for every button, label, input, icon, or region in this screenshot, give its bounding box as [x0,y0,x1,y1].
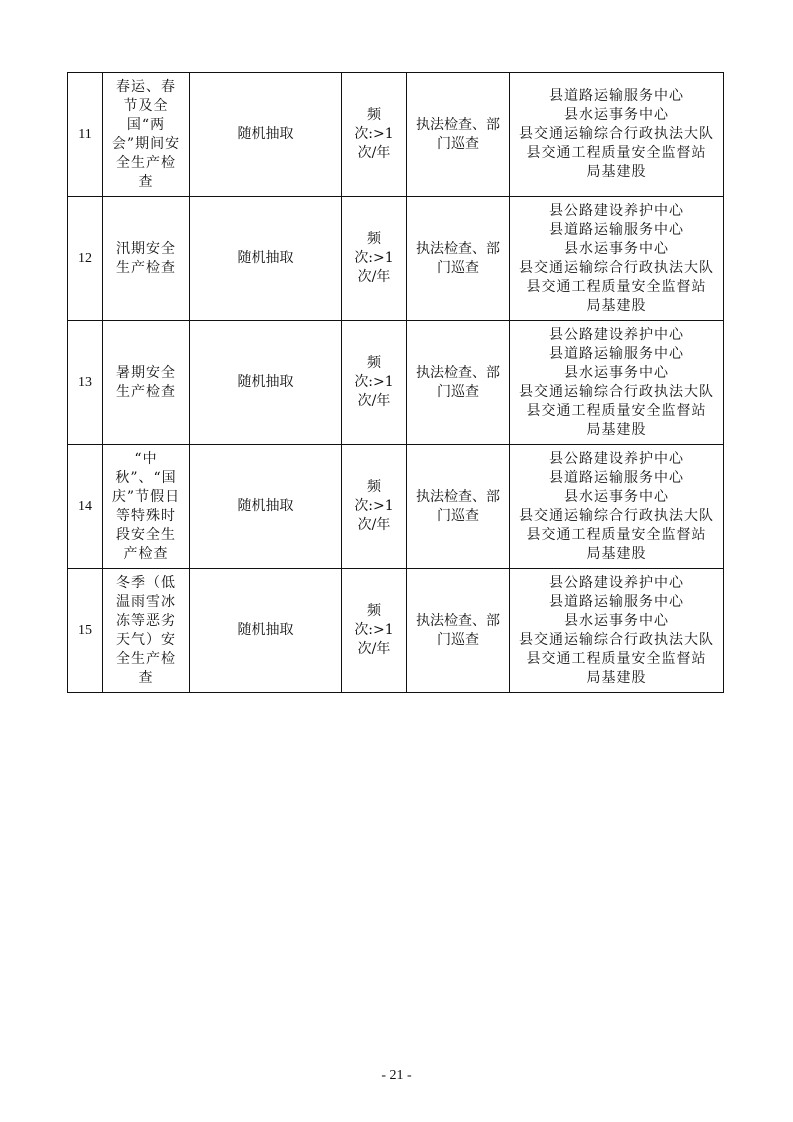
row-number: 15 [68,569,103,693]
row-number: 14 [68,445,103,569]
row-number: 11 [68,73,103,197]
unit-name: 县水运事务中心 [564,240,669,257]
sampling-method: 随机抽取 [190,73,342,197]
table-row [68,569,724,693]
responsible-units [510,197,724,321]
inspection-frequency: 频次:>1次/年 [342,569,407,693]
unit-name: 局基建股 [586,421,647,438]
unit-name: 县交通工程质量安全监督站 [526,145,707,161]
unit-name: 县水运事务中心 [564,107,669,123]
row-number: 13 [68,321,103,445]
inspection-item-name: 冬季（低温雨雪冰冻等恶劣天气）安全生产检查 [103,569,190,693]
inspection-frequency: 频次:>1次/年 [342,197,407,321]
inspection-frequency: 频次:>1次/年 [342,445,407,569]
sampling-method: 随机抽取 [190,569,342,693]
unit-name: 县交通工程质量安全监督站 [526,278,707,295]
unit-name: 县道路运输服务中心 [549,469,684,486]
unit-name: 局基建股 [586,297,647,314]
table-row [68,73,724,197]
inspection-frequency: 频次:>1次/年 [342,73,407,197]
responsible-units [510,445,724,569]
inspection-form: 执法检查、部门巡查 [407,321,510,445]
inspection-form: 执法检查、部门巡查 [407,569,510,693]
unit-name: 县道路运输服务中心 [549,593,684,610]
unit-name: 县公路建设养护中心 [549,574,684,591]
unit-name: 县交通运输综合行政执法大队 [519,126,714,142]
inspection-form: 执法检查、部门巡查 [407,73,510,197]
row-number: 12 [68,197,103,321]
inspection-item-name: 暑期安全生产检查 [103,321,190,445]
unit-name: 局基建股 [586,545,647,562]
table-row [68,321,724,445]
unit-name: 县水运事务中心 [564,364,669,381]
unit-name: 县道路运输服务中心 [549,88,684,104]
unit-name: 县交通运输综合行政执法大队 [519,631,714,648]
responsible-units [510,73,724,197]
unit-name: 局基建股 [586,164,647,180]
responsible-units [510,569,724,693]
unit-name: 县公路建设养护中心 [549,450,684,467]
table-row [68,445,724,569]
inspection-frequency: 频次:>1次/年 [342,321,407,445]
inspection-item-name: 汛期安全生产检查 [103,197,190,321]
table-row [68,197,724,321]
unit-name: 县交通运输综合行政执法大队 [519,383,714,400]
inspection-table [67,72,724,693]
unit-name: 县公路建设养护中心 [549,326,684,343]
inspection-item-name: 春运、春节及全国“两会”期间安全生产检查 [103,73,190,197]
inspection-form: 执法检查、部门巡查 [407,197,510,321]
sampling-method: 随机抽取 [190,197,342,321]
unit-name: 县道路运输服务中心 [549,345,684,362]
unit-name: 县交通工程质量安全监督站 [526,402,707,419]
unit-name: 县水运事务中心 [564,612,669,629]
unit-name: 县公路建设养护中心 [549,202,684,219]
unit-name: 县交通工程质量安全监督站 [526,650,707,667]
sampling-method: 随机抽取 [190,445,342,569]
unit-name: 县道路运输服务中心 [549,221,684,238]
unit-name: 局基建股 [586,669,647,686]
page-number: - 21 - [381,1068,412,1083]
sampling-method: 随机抽取 [190,321,342,445]
unit-name: 县水运事务中心 [564,488,669,505]
responsible-units [510,321,724,445]
unit-name: 县交通运输综合行政执法大队 [519,507,714,524]
unit-name: 县交通工程质量安全监督站 [526,526,707,543]
inspection-item-name: “中秋”、“国庆”节假日等特殊时段安全生产检查 [103,445,190,569]
unit-name: 县交通运输综合行政执法大队 [519,259,714,276]
inspection-form: 执法检查、部门巡查 [407,445,510,569]
